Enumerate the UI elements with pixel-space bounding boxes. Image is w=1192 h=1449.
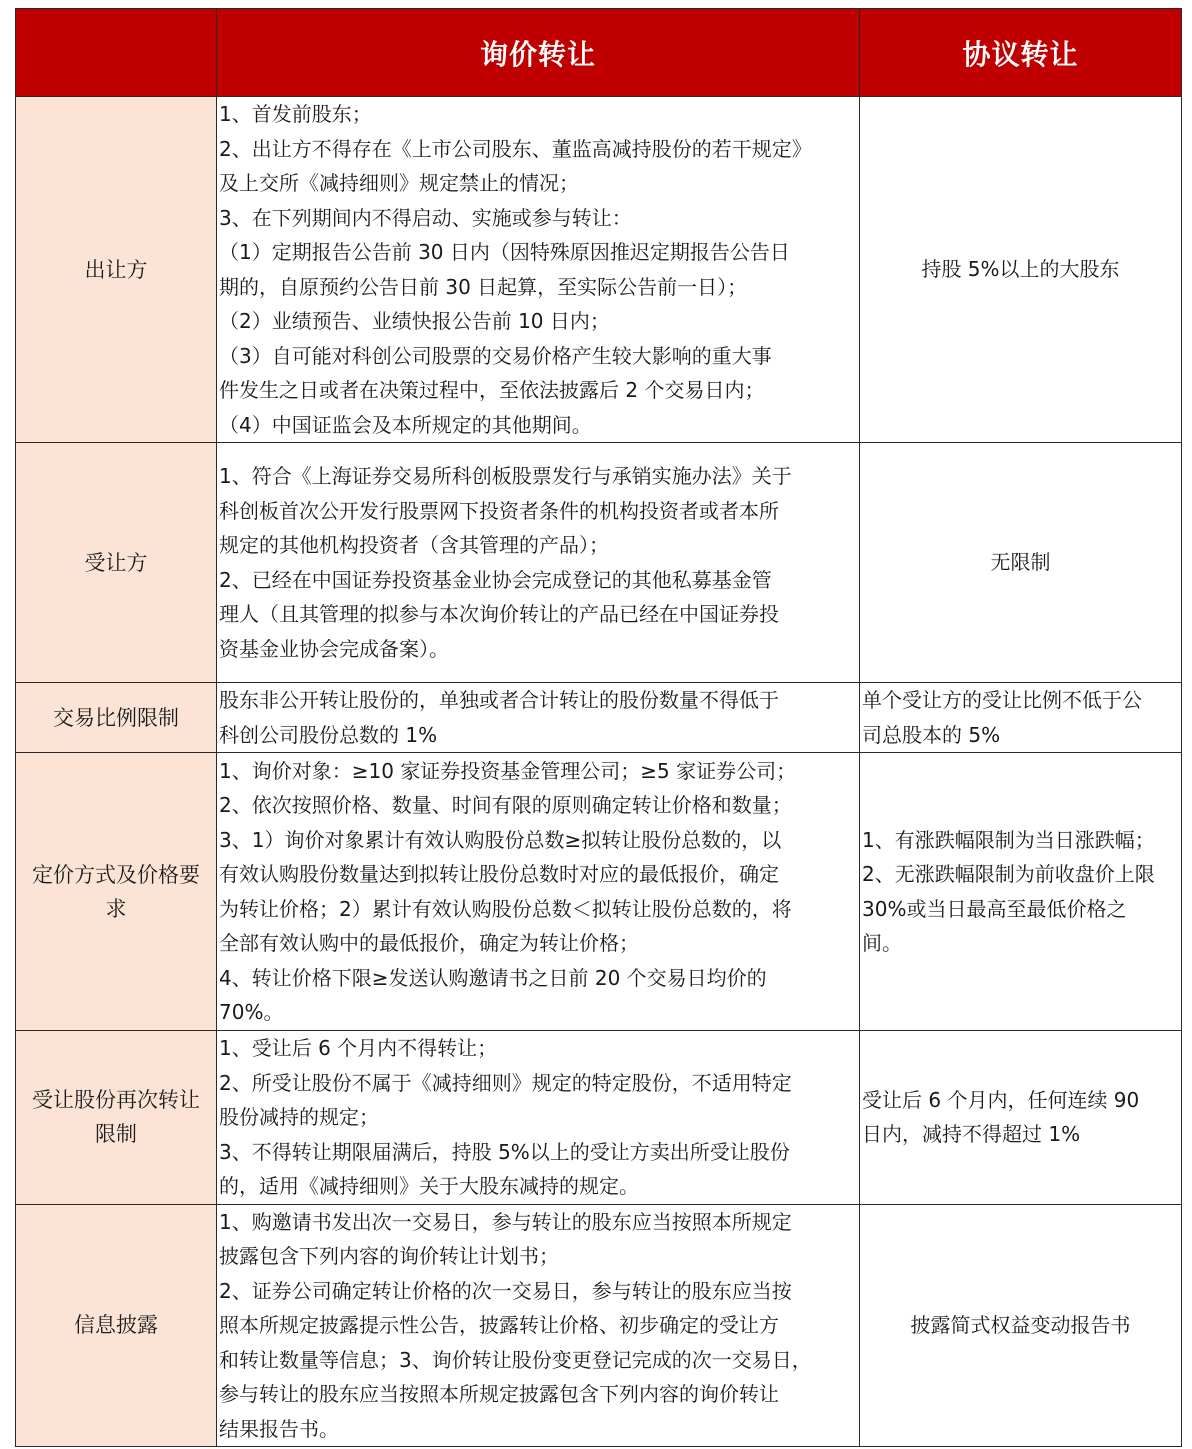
text-line: 1、有涨跌幅限制为当日涨跌幅； xyxy=(862,827,1155,852)
agreement-transfer-cell xyxy=(860,683,1182,753)
text-line: 持股 5%以上的大股东 xyxy=(921,257,1120,282)
text-line: 和转让数量等信息；3、询价转让股份变更登记完成的次一交易日， xyxy=(219,1347,812,1372)
text-line: 科创公司股份总数的 1% xyxy=(219,722,438,747)
text-line: 受让后 6 个月内，任何连续 90 xyxy=(862,1087,1140,1112)
text-line: 3、在下列期间内不得启动、实施或参与转让： xyxy=(219,205,632,230)
row-label: 定价方式及价格要求 xyxy=(16,753,217,1031)
row-transferee xyxy=(16,443,1182,683)
text-line: 1、受让后 6 个月内不得转让； xyxy=(219,1036,498,1060)
text-line: 披露简式权益变动报告书 xyxy=(910,1313,1131,1337)
text-line: （1）定期报告公告前 30 日内（因特殊原因推迟定期报告公告日 xyxy=(219,240,790,264)
text-line: 规定的其他机构投资者（含其管理的产品）； xyxy=(219,533,609,557)
text-line: 结果报告书。 xyxy=(219,1416,339,1441)
row-disclosure xyxy=(16,1204,1182,1447)
text-line: 日内，减持不得超过 1% xyxy=(862,1122,1081,1147)
text-line: 股东非公开转让股份的，单独或者合计转让的股份数量不得低于 xyxy=(219,688,779,712)
inquiry-transfer-cell xyxy=(217,1031,860,1205)
agreement-transfer-cell xyxy=(860,97,1182,443)
row-label: 受让股份再次转让限制 xyxy=(16,1031,217,1205)
text-line: 3、1）询价对象累计有效认购股份总数≥拟转让股份总数的，以 xyxy=(219,827,782,852)
inquiry-transfer-cell xyxy=(217,753,860,1031)
text-line: 单个受让方的受让比例不低于公 xyxy=(862,688,1142,712)
text-line: 照本所规定披露提示性公告，披露转让价格、初步确定的受让方 xyxy=(219,1313,779,1337)
table-header-row xyxy=(16,9,1182,97)
agreement-transfer-cell xyxy=(860,753,1182,1031)
text-line: 30%或当日最高至最低价格之 xyxy=(862,896,1127,921)
agreement-transfer-cell xyxy=(860,443,1182,683)
text-line: 资基金业协会完成备案）。 xyxy=(219,636,449,661)
text-line: 2、证券公司确定转让价格的次一交易日，参与转让的股东应当按 xyxy=(219,1278,792,1303)
text-line: （3）自可能对科创公司股票的交易价格产生较大影响的重大事 xyxy=(219,343,772,368)
text-line: 1、符合《上海证券交易所科创板股票发行与承销实施办法》关于 xyxy=(219,464,792,488)
header-agreement-transfer: 协议转让 xyxy=(860,9,1182,97)
text-line: 1、首发前股东； xyxy=(219,102,372,126)
text-line: 70%。 xyxy=(219,1000,284,1024)
header-inquiry-transfer: 询价转让 xyxy=(217,9,860,97)
inquiry-transfer-cell xyxy=(217,97,860,443)
inquiry-transfer-cell xyxy=(217,443,860,683)
text-line: 司总股本的 5% xyxy=(862,722,1001,747)
text-line: 披露包含下列内容的询价转让计划书； xyxy=(219,1244,559,1268)
text-line: 有效认购股份数量达到拟转让股份总数时对应的最低报价，确定 xyxy=(219,862,779,886)
text-line: （4）中国证监会及本所规定的其他期间。 xyxy=(219,412,592,437)
text-line: 1、购邀请书发出次一交易日，参与转让的股东应当按照本所规定 xyxy=(219,1209,792,1234)
row-label: 交易比例限制 xyxy=(16,683,217,753)
header-corner-cell xyxy=(16,9,217,97)
text-line: 件发生之日或者在决策过程中，至依法披露后 2 个交易日内； xyxy=(219,378,765,402)
text-line: （2）业绩预告、业绩快报公告前 10 日内； xyxy=(219,309,610,333)
text-line: 4、转让价格下限≥发送认购邀请书之日前 20 个交易日均价的 xyxy=(219,965,767,990)
row-label: 信息披露 xyxy=(16,1204,217,1447)
text-line: 理人（且其管理的拟参与本次询价转让的产品已经在中国证券投 xyxy=(219,602,779,626)
text-line: 为转让价格；2）累计有效认购股份总数＜拟转让股份总数的，将 xyxy=(219,896,792,921)
comparison-table xyxy=(15,8,1182,1447)
text-line: 间。 xyxy=(862,931,902,955)
text-line: 股份减持的规定； xyxy=(219,1105,379,1129)
text-line: 无限制 xyxy=(990,550,1051,575)
text-line: 3、不得转让期限届满后，持股 5%以上的受让方卖出所受让股份 xyxy=(219,1139,790,1164)
row-label: 受让方 xyxy=(16,443,217,683)
row-ratio-limit xyxy=(16,683,1182,753)
text-line: 2、所受让股份不属于《减持细则》规定的特定股份，不适用特定 xyxy=(219,1070,792,1095)
agreement-transfer-cell xyxy=(860,1204,1182,1447)
text-line: 科创板首次公开发行股票网下投资者条件的机构投资者或者本所 xyxy=(219,498,779,523)
text-line: 1、询价对象：≥10 家证券投资基金管理公司；≥5 家证券公司； xyxy=(219,758,797,783)
agreement-transfer-cell xyxy=(860,1031,1182,1205)
row-pricing xyxy=(16,753,1182,1031)
text-line: 及上交所《减持细则》规定禁止的情况； xyxy=(219,171,579,195)
row-label: 出让方 xyxy=(16,97,217,443)
inquiry-transfer-cell xyxy=(217,1204,860,1447)
row-resale-limit xyxy=(16,1031,1182,1205)
text-line: 2、依次按照价格、数量、时间有限的原则确定转让价格和数量； xyxy=(219,793,792,817)
text-line: 的，适用《减持细则》关于大股东减持的规定。 xyxy=(219,1174,639,1198)
row-transferor xyxy=(16,97,1182,443)
text-line: 参与转让的股东应当按照本所规定披露包含下列内容的询价转让 xyxy=(219,1382,779,1406)
text-line: 2、出让方不得存在《上市公司股东、董监高减持股份的若干规定》 xyxy=(219,136,812,161)
inquiry-transfer-cell xyxy=(217,683,860,753)
text-line: 期的，自原预约公告日前 30 日起算，至实际公告前一日）； xyxy=(219,274,748,299)
text-line: 全部有效认购中的最低报价，确定为转让价格； xyxy=(219,931,639,955)
text-line: 2、已经在中国证券投资基金业协会完成登记的其他私募基金管 xyxy=(219,567,772,592)
text-line: 2、无涨跌幅限制为前收盘价上限 xyxy=(862,862,1155,886)
